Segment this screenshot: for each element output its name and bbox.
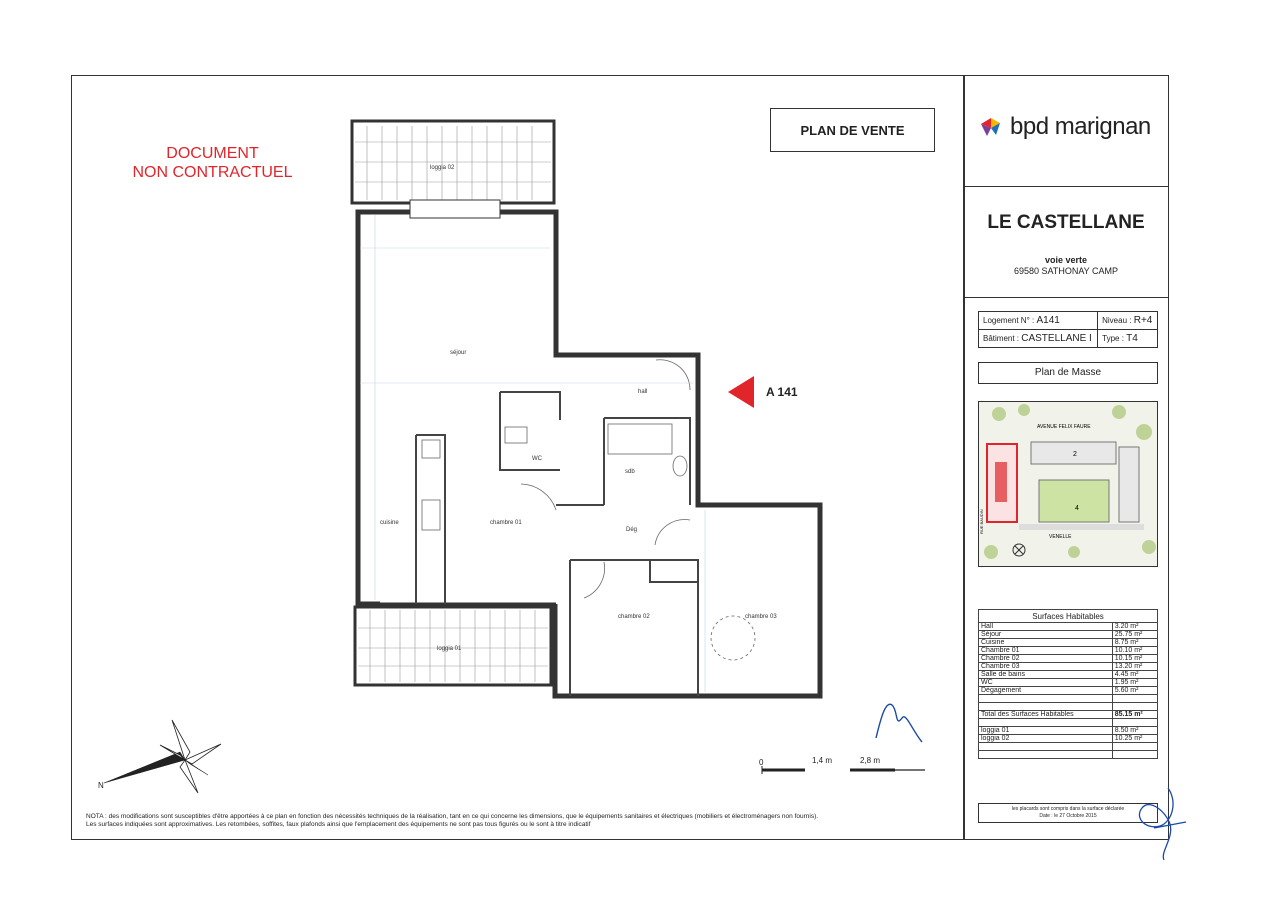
- surface-value: 13.20 m²: [1112, 663, 1157, 671]
- table-row: [979, 727, 1158, 735]
- table-row: [979, 687, 1158, 695]
- map-street-bottom: VENELLE: [1049, 534, 1072, 540]
- total-value: 85.15 m²: [1112, 711, 1157, 719]
- room-label-hall: hall: [638, 389, 648, 395]
- niveau-cell: [1098, 312, 1158, 330]
- surface-name: Cuisine: [979, 639, 1113, 647]
- watermark-line2: NON CONTRACTUEL: [132, 164, 293, 181]
- stamp-line1: les placards sont compris dans la surface déclarée: [1011, 806, 1125, 812]
- room-label-wc: WC: [532, 456, 542, 462]
- unit-info-table: [978, 311, 1158, 348]
- project-rule: [964, 297, 1168, 298]
- scale-bar: [759, 756, 925, 774]
- project-name: LE CASTELLANE: [987, 212, 1145, 233]
- surface-value: 4.45 m²: [1112, 671, 1157, 679]
- table-row: [979, 663, 1158, 671]
- total-label: Total des Surfaces Habitables: [979, 711, 1113, 719]
- table-row: [979, 735, 1158, 743]
- room-label-chambre02: chambre 02: [618, 614, 650, 620]
- loggia-name: loggia 02: [979, 735, 1113, 743]
- logement-cell: [979, 312, 1098, 330]
- surface-value: 3.20 m²: [1112, 623, 1157, 631]
- batiment-value: CASTELLANE I: [1021, 333, 1092, 344]
- niveau-value: R+4: [1133, 315, 1153, 326]
- type-cell: [1098, 330, 1158, 348]
- surface-value: 25.75 m²: [1112, 631, 1157, 639]
- handwritten-signature: [1130, 782, 1190, 862]
- room-label-chambre03: chambre 03: [745, 614, 777, 620]
- map-building-4: 4: [1075, 505, 1079, 512]
- plan-de-masse-label: Plan de Masse: [978, 362, 1158, 384]
- north-label: N: [98, 781, 104, 790]
- project-street: voie verte: [1044, 255, 1088, 265]
- brand-logo: [978, 110, 1158, 144]
- scale-label-zero: 0: [759, 758, 764, 767]
- surface-name: WC: [979, 679, 1113, 687]
- table-row: [979, 623, 1158, 631]
- surface-name: Chambre 03: [979, 663, 1113, 671]
- surface-value: 8.75 m²: [1112, 639, 1157, 647]
- batiment-cell: [979, 330, 1098, 348]
- surface-name: Salle de bains: [979, 671, 1113, 679]
- disclaimer-note: [86, 813, 956, 829]
- surface-name: Chambre 01: [979, 647, 1113, 655]
- sheet-divider: [963, 75, 965, 840]
- scale-label-mid: 1,4 m: [812, 756, 833, 765]
- handwritten-initials: [876, 704, 922, 742]
- room-label-sdb: sdb: [625, 469, 635, 475]
- room-label-loggia02: loggia 02: [430, 165, 455, 171]
- room-label-loggia01: loggia 01: [437, 646, 462, 652]
- loggia-name: loggia 01: [979, 727, 1113, 735]
- logement-label: Logement N° :: [983, 316, 1035, 325]
- type-label: Type :: [1102, 334, 1124, 343]
- room-label-sejour: séjour: [450, 350, 467, 356]
- niveau-label: Niveau :: [1102, 316, 1132, 325]
- map-street-top: AVENUE FELIX FAURE: [1037, 424, 1091, 430]
- surface-value: 10.15 m²: [1112, 655, 1157, 663]
- surface-name: Dégagement: [979, 687, 1113, 695]
- stamp-line2: Date : le 27 Octobre 2015: [1039, 813, 1097, 819]
- table-row-empty: [979, 743, 1158, 751]
- compass-rose-icon: [98, 720, 221, 793]
- unit-marker-label: A 141: [766, 385, 798, 399]
- table-row: [979, 671, 1158, 679]
- surface-value: 1.95 m²: [1112, 679, 1157, 687]
- table-row-empty: [979, 695, 1158, 703]
- watermark-line1: DOCUMENT: [166, 145, 259, 162]
- surface-name: Hall: [979, 623, 1113, 631]
- table-row: [979, 647, 1158, 655]
- apartment-walls: [358, 212, 820, 696]
- project-city: 69580 SATHONAY CAMP: [1013, 266, 1119, 276]
- note-line1: NOTA : des modifications sont susceptibles d'être apportées à ce plan en fonction des nécessités techniques de la réalisation, tant en ce qui concerne les dimensions, que le équipements sanitaires et électriques (mobiliers et électroménagers non fournis).: [86, 813, 819, 820]
- bpd-logo-icon: [978, 114, 1004, 140]
- surface-value: 5.60 m²: [1112, 687, 1157, 695]
- table-row: [979, 639, 1158, 647]
- site-plan-drawing: [979, 402, 1158, 567]
- surface-name: Séjour: [979, 631, 1113, 639]
- loggia-value: 8.50 m²: [1112, 727, 1157, 735]
- surface-name: Chambre 02: [979, 655, 1113, 663]
- table-row: [979, 631, 1158, 639]
- header-rule: [964, 186, 1168, 187]
- table-row-empty: [979, 751, 1158, 759]
- surfaces-title: Surfaces Habitables: [979, 610, 1158, 623]
- logement-value: A141: [1036, 315, 1060, 326]
- total-row: [979, 711, 1158, 719]
- room-label-chambre01: chambre 01: [490, 520, 522, 526]
- table-row: [979, 655, 1158, 663]
- scale-label-end: 2,8 m: [860, 756, 881, 765]
- table-row: [979, 679, 1158, 687]
- type-value: T4: [1126, 333, 1138, 344]
- surface-value: 10.10 m²: [1112, 647, 1157, 655]
- room-label-deg: Dég: [626, 527, 638, 533]
- note-line2: Les surfaces indiquées sont approximatives. Les retombées, soffites, faux plafonds ainsi que l'emplacement des équipements ne sont pas tous figurés ou le sont à titre indicatif: [86, 821, 591, 828]
- plan-title: PLAN DE VENTE: [800, 122, 905, 138]
- table-row-empty: [979, 719, 1158, 727]
- unit-marker-arrow: [728, 376, 754, 408]
- site-plan-map: [978, 401, 1158, 567]
- room-label-cuisine: cuisine: [380, 520, 399, 526]
- table-row-empty: [979, 703, 1158, 711]
- loggia-value: 10.25 m²: [1112, 735, 1157, 743]
- surfaces-table: [978, 609, 1158, 759]
- guide-lines: [360, 215, 705, 692]
- brand-name: bpd marignan: [1010, 113, 1151, 140]
- map-building-2: 2: [1073, 451, 1077, 458]
- map-street-left: RUE BAUDIN: [979, 509, 984, 534]
- batiment-label: Bâtiment :: [983, 334, 1020, 343]
